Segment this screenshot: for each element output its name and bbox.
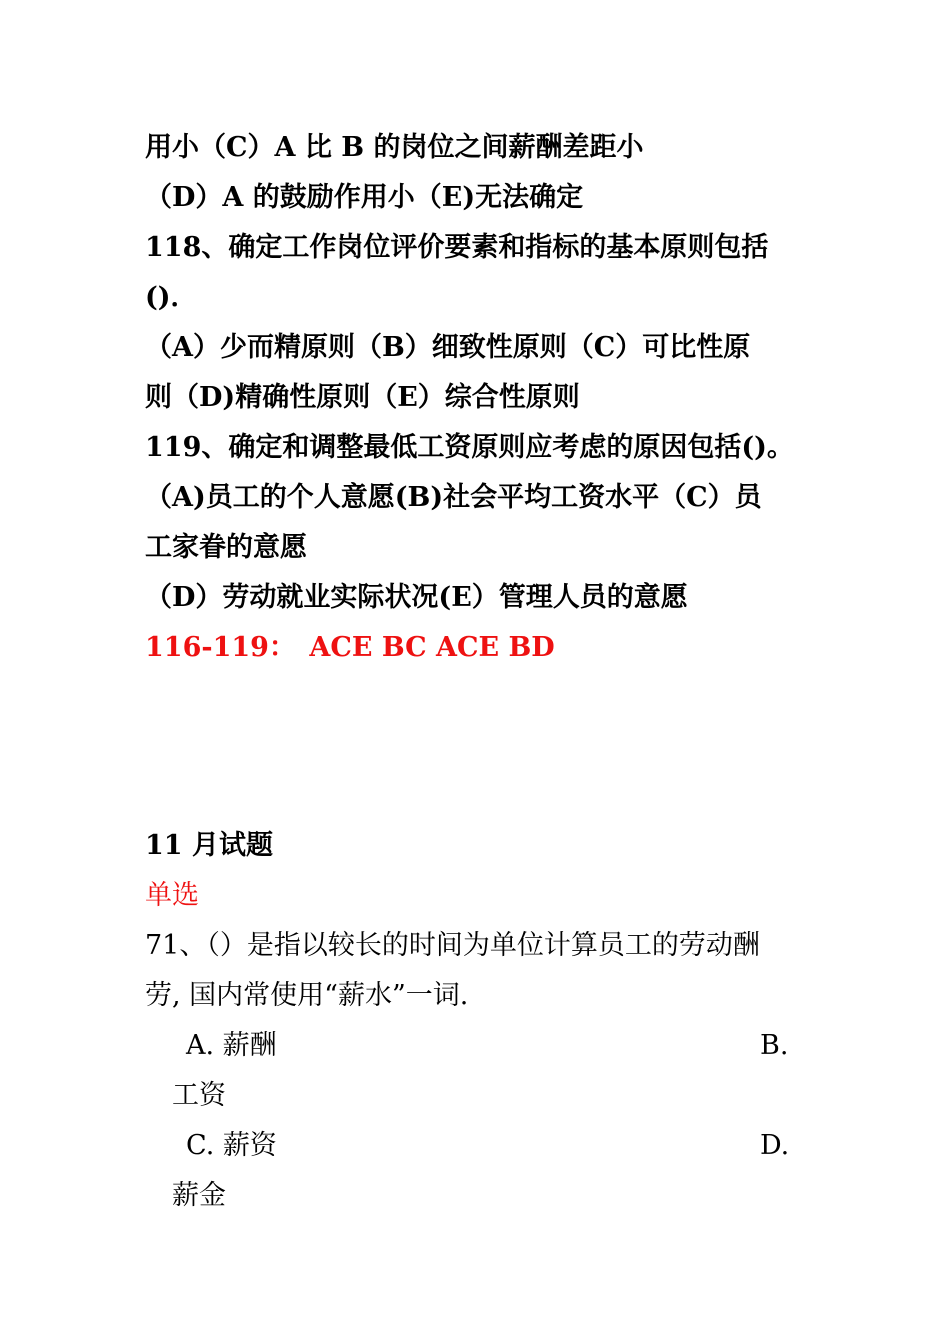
q117-tail-line-2: （D）A 的鼓励作用小（E)无法确定 [145,182,584,213]
q119-options-line-2: 工家眷的意愿 [145,532,307,563]
q71-option-a: A. 薪酬 [186,1030,277,1061]
section-title: 11 月试题 [145,830,273,861]
q71-option-b-label: B. [760,1030,789,1061]
section-type-label: 单选 [145,880,199,911]
q71-stem-line-2: 劳, 国内常使用“薪水”一词. [145,980,469,1011]
q118-options-line-2: 则（D)精确性原则（E）综合性原则 [145,382,580,413]
q71-option-d-label: D. [760,1130,790,1161]
q117-tail-line-1: 用小（C）A 比 B 的岗位之间薪酬差距小 [145,132,644,163]
answer-key-line: 116-119： ACE BC ACE BD [145,632,555,663]
q71-option-d-text: 薪金 [172,1180,226,1211]
q71-option-b-text: 工资 [172,1080,226,1111]
q71-stem-line-1: 71、（）是指以较长的时间为单位计算员工的劳动酬 [145,930,760,961]
q119-options-line-1: （A)员工的个人意愿(B)社会平均工资水平（C）员 [145,482,762,513]
q119-options-line-3: （D）劳动就业实际状况(E）管理人员的意愿 [145,582,688,613]
q71-option-c: C. 薪资 [186,1130,277,1161]
q118-stem-line-2: ()． [145,282,198,313]
q118-stem-line-1: 118、确定工作岗位评价要素和指标的基本原则包括 [145,232,769,263]
q118-options-line-1: （A）少而精原则（B）细致性原则（C）可比性原 [145,332,751,363]
q119-stem-line-1: 119、确定和调整最低工资原则应考虑的原因包括()。 [145,432,794,463]
